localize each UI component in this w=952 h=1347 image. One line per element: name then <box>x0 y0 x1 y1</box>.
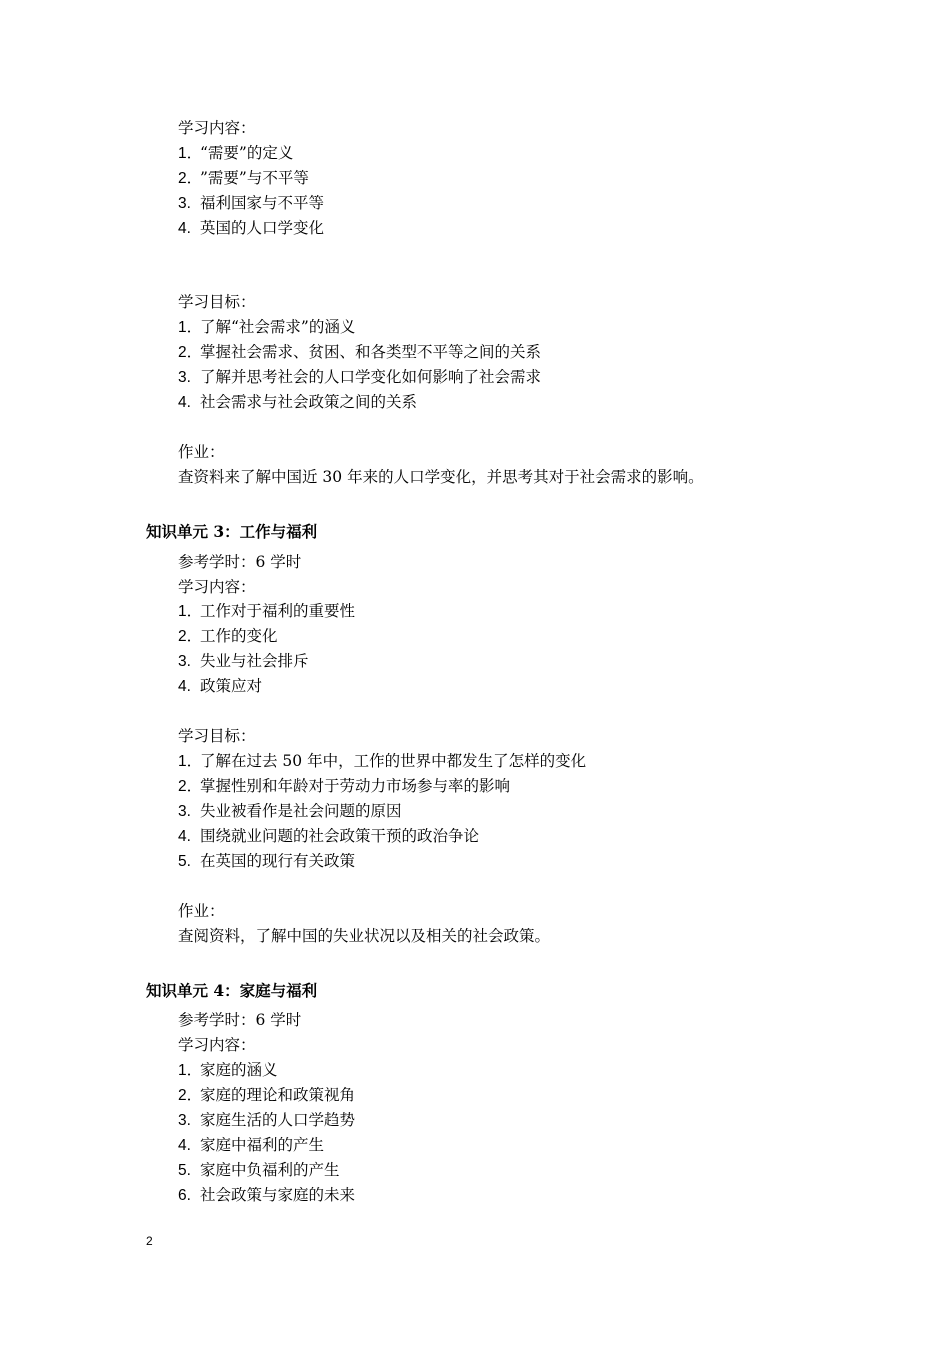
list-item: 1．了解“社会需求”的涵义 <box>178 318 356 336</box>
list-item: 2．掌握性别和年龄对于劳动力市场参与率的影响 <box>178 777 511 795</box>
content-label: 学习内容： <box>178 119 256 137</box>
list-item: 3. 失业被看作是社会问题的原因 <box>178 802 402 820</box>
list-item: 2．掌握社会需求、贫困、和各类型不平等之间的关系 <box>178 343 542 361</box>
list-item: 5. 家庭中负福利的产生 <box>178 1161 340 1179</box>
list-item: 1．工作对于福利的重要性 <box>178 602 356 620</box>
homework-text: 查阅资料，了解中国的失业状况以及相关的社会政策。 <box>178 927 551 945</box>
list-item: 2．”需要”与不平等 <box>178 169 309 187</box>
unit3-title: 知识单元 3：工作与福利 <box>146 522 318 541</box>
list-item: 3. 福利国家与不平等 <box>178 194 325 212</box>
list-item: 3. 家庭生活的人口学趋势 <box>178 1111 356 1129</box>
list-item: 1．家庭的涵义 <box>178 1061 278 1079</box>
list-item: 4. 围绕就业问题的社会政策干预的政治争论 <box>178 827 480 845</box>
homework-label: 作业： <box>178 902 225 920</box>
list-item: 4. 家庭中福利的产生 <box>178 1136 325 1154</box>
goals-label: 学习目标： <box>178 727 256 745</box>
unit4-title: 知识单元 4：家庭与福利 <box>146 981 318 1000</box>
list-item: 2．家庭的理论和政策视角 <box>178 1086 356 1104</box>
list-item: 6. 社会政策与家庭的未来 <box>178 1186 356 1204</box>
list-item: 4. 政策应对 <box>178 677 263 695</box>
list-item: 5. 在英国的现行有关政策 <box>178 852 356 870</box>
list-item: 3. 失业与社会排斥 <box>178 652 309 670</box>
list-item: 1．“需要”的定义 <box>178 144 294 162</box>
content-label: 学习内容： <box>178 1036 256 1054</box>
list-item: 4. 英国的人口学变化 <box>178 219 325 237</box>
goals-label: 学习目标： <box>178 293 256 311</box>
list-item: 1．了解在过去 50 年中，工作的世界中都发生了怎样的变化 <box>178 752 587 770</box>
page-number: 2 <box>146 1234 153 1248</box>
list-item: 3. 了解并思考社会的人口学变化如何影响了社会需求 <box>178 368 542 386</box>
homework-text: 查资料来了解中国近 30 年来的人口学变化，并思考其对于社会需求的影响。 <box>178 468 704 486</box>
unit3-hours: 参考学时：6 学时 <box>178 553 302 571</box>
homework-label: 作业： <box>178 443 225 461</box>
list-item: 2．工作的变化 <box>178 627 278 645</box>
unit4-hours: 参考学时：6 学时 <box>178 1011 302 1029</box>
list-item: 4. 社会需求与社会政策之间的关系 <box>178 393 418 411</box>
content-label: 学习内容： <box>178 578 256 596</box>
